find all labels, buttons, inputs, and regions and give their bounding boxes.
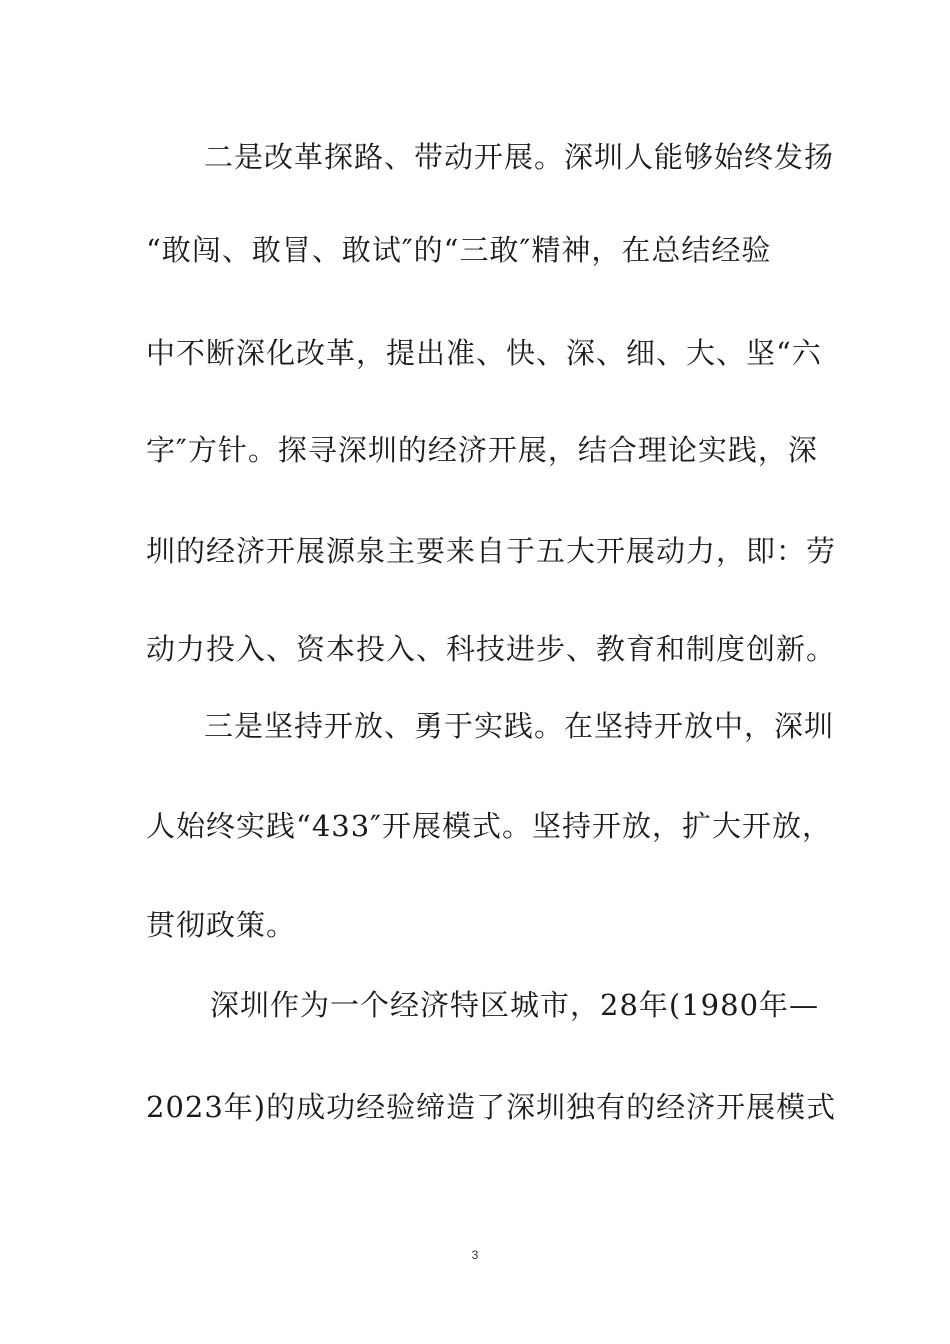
paragraph-line-7: 三是坚持开放、勇于实践。在坚持开放中，深圳: [204, 709, 835, 743]
paragraph-line-10: 深圳作为一个经济特区城市，28年(1980年—: [210, 988, 820, 1022]
paragraph-line-2: “敢闯、敢冒、敢试″的“三敢″精神，在总结经验: [146, 233, 772, 267]
paragraph-line-11: 2023年)的成功经验缔造了深圳独有的经济开展模式: [146, 1090, 837, 1124]
paragraph-line-4: 字″方针。探寻深圳的经济开展，结合理论实践，深: [146, 433, 818, 467]
paragraph-line-6: 动力投入、资本投入、科技进步、教育和制度创新。: [146, 632, 837, 666]
paragraph-line-3: 中不断深化改革，提出准、快、深、细、大、坚“六: [146, 336, 822, 370]
paragraph-line-8: 人始终实践“433″开展模式。坚持开放，扩大开放，: [146, 809, 833, 843]
paragraph-line-5: 圳的经济开展源泉主要来自于五大开展动力，即：劳: [146, 534, 837, 568]
paragraph-line-1: 二是改革探路、带动开展。深圳人能够始终发扬: [204, 140, 835, 174]
paragraph-line-9: 贯彻政策。: [146, 908, 297, 942]
page-number: 3: [471, 1248, 479, 1262]
